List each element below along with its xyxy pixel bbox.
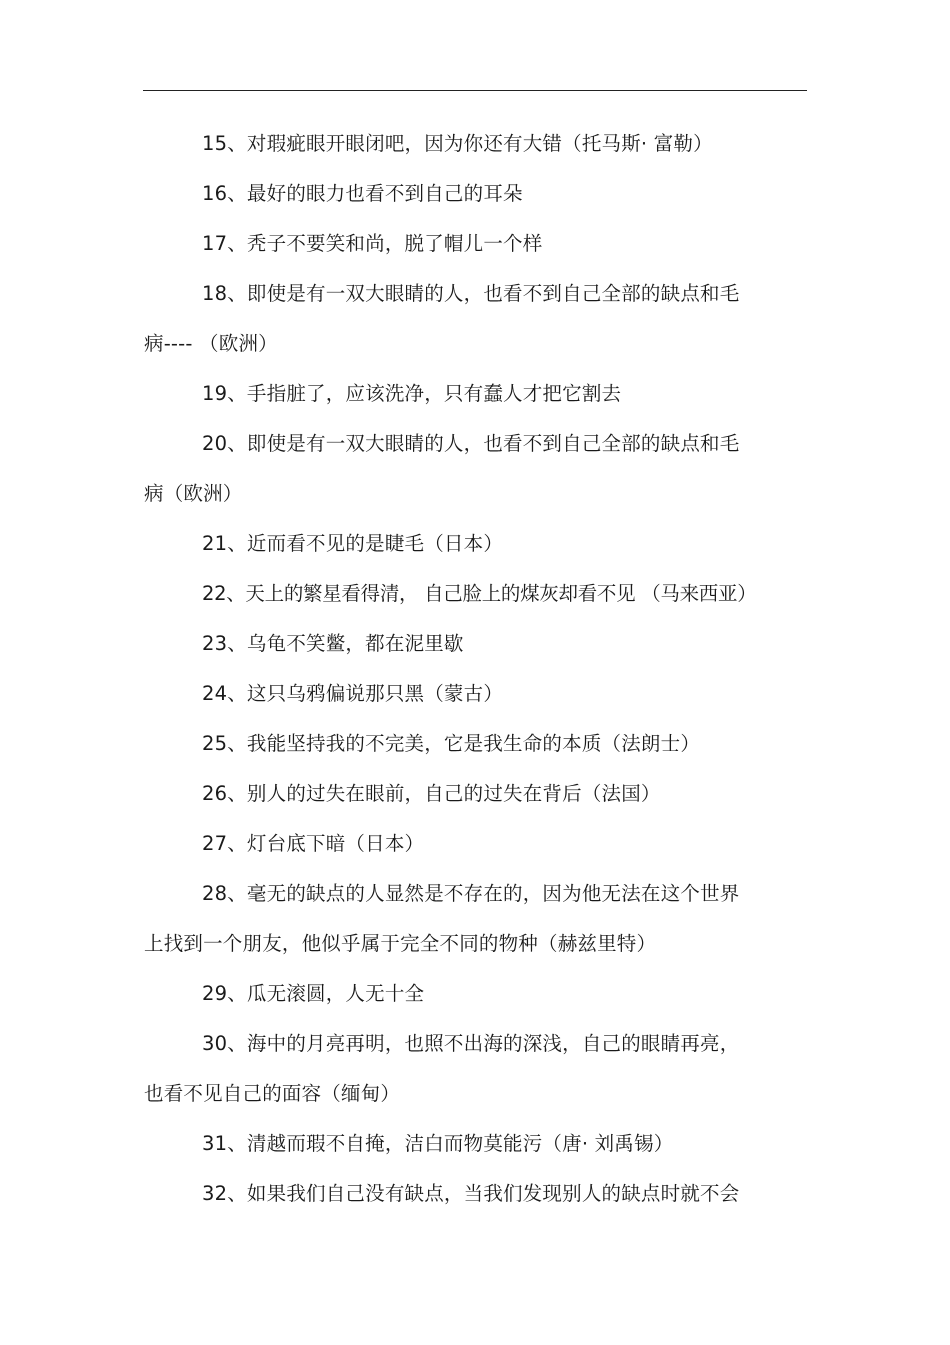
quote-line: 26、别人的过失在眼前，自己的过失在背后（法国）: [202, 782, 661, 805]
quote-line: 18、即使是有一双大眼睛的人，也看不到自己全部的缺点和毛: [202, 282, 740, 305]
quote-line: 15、对瑕疵眼开眼闭吧，因为你还有大错（托马斯· 富勒）: [202, 132, 713, 155]
quote-line: 27、灯台底下暗（日本）: [202, 832, 425, 855]
quote-line: 21、近而看不见的是睫毛（日本）: [202, 532, 504, 555]
quote-line: 32、如果我们自己没有缺点，当我们发现别人的缺点时就不会: [202, 1182, 740, 1205]
quote-line: 23、乌龟不笑鳖，都在泥里歇: [202, 632, 464, 655]
quote-line: 30、海中的月亮再明，也照不出海的深浅，自己的眼睛再亮，: [202, 1032, 740, 1055]
quote-line: 20、即使是有一双大眼睛的人，也看不到自己全部的缺点和毛: [202, 432, 740, 455]
quote-line: 19、手指脏了，应该洗净，只有蠢人才把它割去: [202, 382, 622, 405]
document-body: [144, 119, 808, 1219]
quote-line: 31、清越而瑕不自掩，洁白而物莫能污（唐· 刘禹锡）: [202, 1132, 674, 1155]
quote-line: 22、天上的繁星看得清， 自己脸上的煤灰却看不见 （马来西亚）: [202, 582, 757, 605]
quote-line-continuation: 病（欧洲）: [144, 482, 243, 505]
quote-line: 16、最好的眼力也看不到自己的耳朵: [202, 182, 523, 205]
quote-line: 17、秃子不要笑和尚，脱了帽儿一个样: [202, 232, 543, 255]
quote-line: 29、瓜无滚圆，人无十全: [202, 982, 425, 1005]
quote-line: 24、这只乌鸦偏说那只黑（蒙古）: [202, 682, 504, 705]
quote-line: 28、毫无的缺点的人显然是不存在的，因为他无法在这个世界: [202, 882, 740, 905]
quote-line: 25、我能坚持我的不完美，它是我生命的本质（法朗士）: [202, 732, 701, 755]
quote-line-continuation: 上找到一个朋友，他似乎属于完全不同的物种（赫兹里特）: [144, 932, 657, 955]
header-rule: [143, 90, 807, 91]
quote-line-continuation: 病---- （欧洲）: [144, 332, 278, 355]
quote-line-continuation: 也看不见自己的面容（缅甸）: [144, 1082, 401, 1105]
